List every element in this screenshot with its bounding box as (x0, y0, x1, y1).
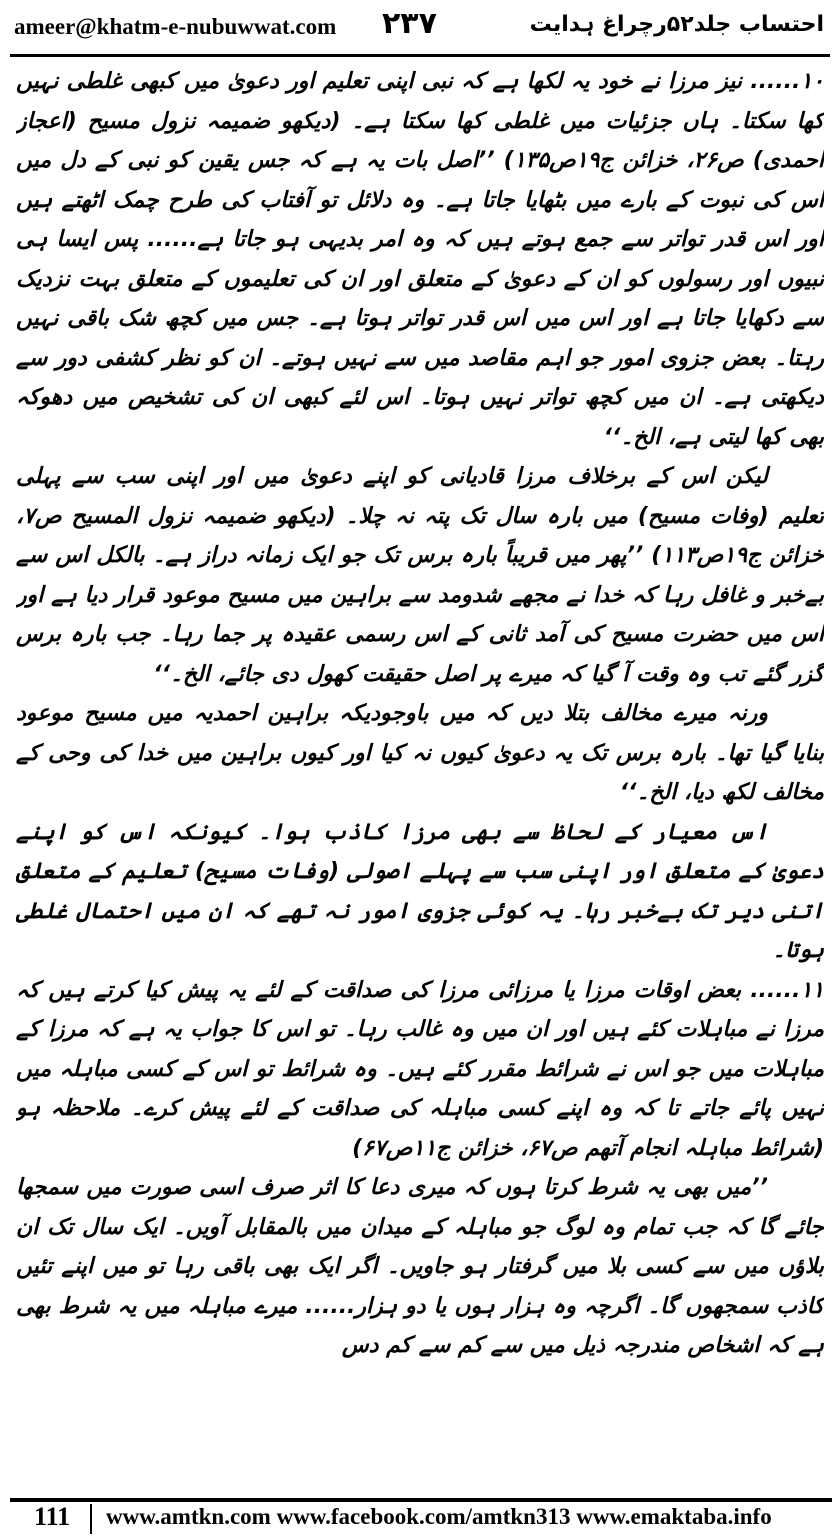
footer-website-links: www.amtkn.com www.facebook.com/amtkn313 www.emaktaba.info (106, 1504, 772, 1529)
header-page-number: ٢٣٧ (382, 6, 437, 41)
paragraph-challenge: ورنہ میرے مخالف بتلا دیں کہ میں باوجودیکہ براہین احمدیہ میں مسیح موعود بنایا گیا تھا۔ بارہ برس تک یہ دعویٰ کیوں نہ کیا اور کیوں براہین میں خدا کی وحی کے مخالف لکھ دیا، الخ۔‘‘ (16, 701, 824, 805)
footer-page-number: 111 (34, 1502, 71, 1531)
header-book-title: احتساب جلد۵۲رچراغ ہدایت (529, 12, 824, 37)
footer-rule (10, 1498, 832, 1502)
paragraph-conclusion: اس معیار کے لحاظ سے بھی مرزا کاذب ہوا۔ کیونکہ اس کو اپنے دعویٰ کے متعلق اور اپنی سب سے پہلے اصولی (وفات مسیح) تعلیم کے متعلق اتنی دیر تک بےخبر رہا۔ یہ کوئی جزوی امور نہ تھے کہ ان میں احتمال غلطی ہوتا۔ (16, 819, 824, 963)
header-email: ameer@khatm-e-nubuwwat.com (14, 14, 337, 39)
paragraph-counter-claim: لیکن اس کے برخلاف مرزا قادیانی کو اپنے دعویٰ میں اور اپنی سب سے پہلی تعلیم (وفات مسیح) میں بارہ سال تک پتہ نہ چلا۔ (دیکھو ضمیمہ نزول المسیح ص۷، خزائن ج۱۹ص۱۱۳) ’’پھر میں قریباً بارہ برس تک جو ایک زمانہ دراز ہے۔ بالکل اس سے بےخبر و غافل رہا کہ خدا نے مجھے شدومد سے براہین میں مسیح موعود قرار دیا ہے اور اس میں حضرت مسیح کی آمد ثانی کے اس رسمی عقیدہ پر جما رہا۔ جب بارہ برس گزر گئے تب وہ وقت آ گیا کہ میرے پر اصل حقیقت کھول دی جائے، الخ۔‘‘ (16, 464, 824, 687)
paragraph-11: ۱۱...... بعض اوقات مرزا یا مرزائی مرزا کی صداقت کے لئے یہ پیش کیا کرتے ہیں کہ مرزا نے مباہلات کئے ہیں اور ان میں وہ غالب رہا۔ تو اس کا جواب یہ ہے کہ مرزا کے مباہلات میں جو اس نے شرائط مقرر کئے ہیں۔ وہ شرائط تو اس کے کسی مباہلہ میں نہیں پائے جاتے تا کہ وہ اپنے کسی مباہلہ کی صداقت کے لئے پیش کرے۔ ملاحظہ ہو (شرائط مباہلہ انجام آتھم ص۶۷، خزائن ج۱۱ص۶۷) (16, 977, 824, 1161)
header-rule (10, 54, 830, 57)
page-footer (0, 1494, 840, 1540)
paragraph-10: ۱۰...... نیز مرزا نے خود یہ لکھا ہے کہ نبی اپنی تعلیم اور دعویٰ میں کبھی غلطی نہیں کھا سکتا۔ ہاں جزئیات میں غلطی کھا سکتا ہے۔ (دیکھو ضمیمہ نزول مسیح (اعجاز احمدی) ص۲۶، خزائن ج۱۹ص۱۳۵) ’’اصل بات یہ ہے کہ جس یقین کو نبی کے دل میں اس کی نبوت کے بارے میں بٹھایا جاتا ہے۔ وہ دلائل تو آفتاب کی طرح چمک اٹھتے ہیں اور اس قدر تواتر سے جمع ہوتے ہیں کہ وہ امر بدیہی ہو جاتا ہے...... پس ایسا ہی نبیوں اور رسولوں کو ان کے دعویٰ کے متعلق اور ان کی تعلیموں کے متعلق بہت نزدیک سے دکھایا جاتا ہے اور اس میں اس قدر تواتر ہوتا ہے۔ جس میں کچھ شک باقی نہیں رہتا۔ بعض جزوی امور جو اہم مقاصد میں سے نہیں ہوتے۔ ان کو نظر کشفی دور سے دیکھتی ہے۔ ان میں کچھ تواتر نہیں ہوتا۔ اس لئے کبھی ان کی تشخیص میں دھوکہ بھی کھا لیتی ہے، الخ۔‘‘ (16, 69, 824, 450)
footer-divider (90, 1504, 92, 1534)
page-header (0, 0, 840, 62)
page-body (16, 62, 824, 1482)
paragraph-quote: ’’میں بھی یہ شرط کرتا ہوں کہ میری دعا کا اثر صرف اسی صورت میں سمجھا جائے گا کہ جب تمام وہ لوگ جو مباہلہ کے میدان میں بالمقابل آویں۔ ایک سال تک ان بلاؤں میں سے کسی بلا میں گرفتار ہو جاویں۔ اگر ایک بھی باقی رہا تو میں اپنے تئیں کاذب سمجھوں گا۔ اگرچہ وہ ہزار ہوں یا دو ہزار...... میرے مباہلہ میں یہ شرط بھی ہے کہ اشخاص مندرجہ ذیل میں سے کم سے کم دس (16, 1175, 824, 1358)
